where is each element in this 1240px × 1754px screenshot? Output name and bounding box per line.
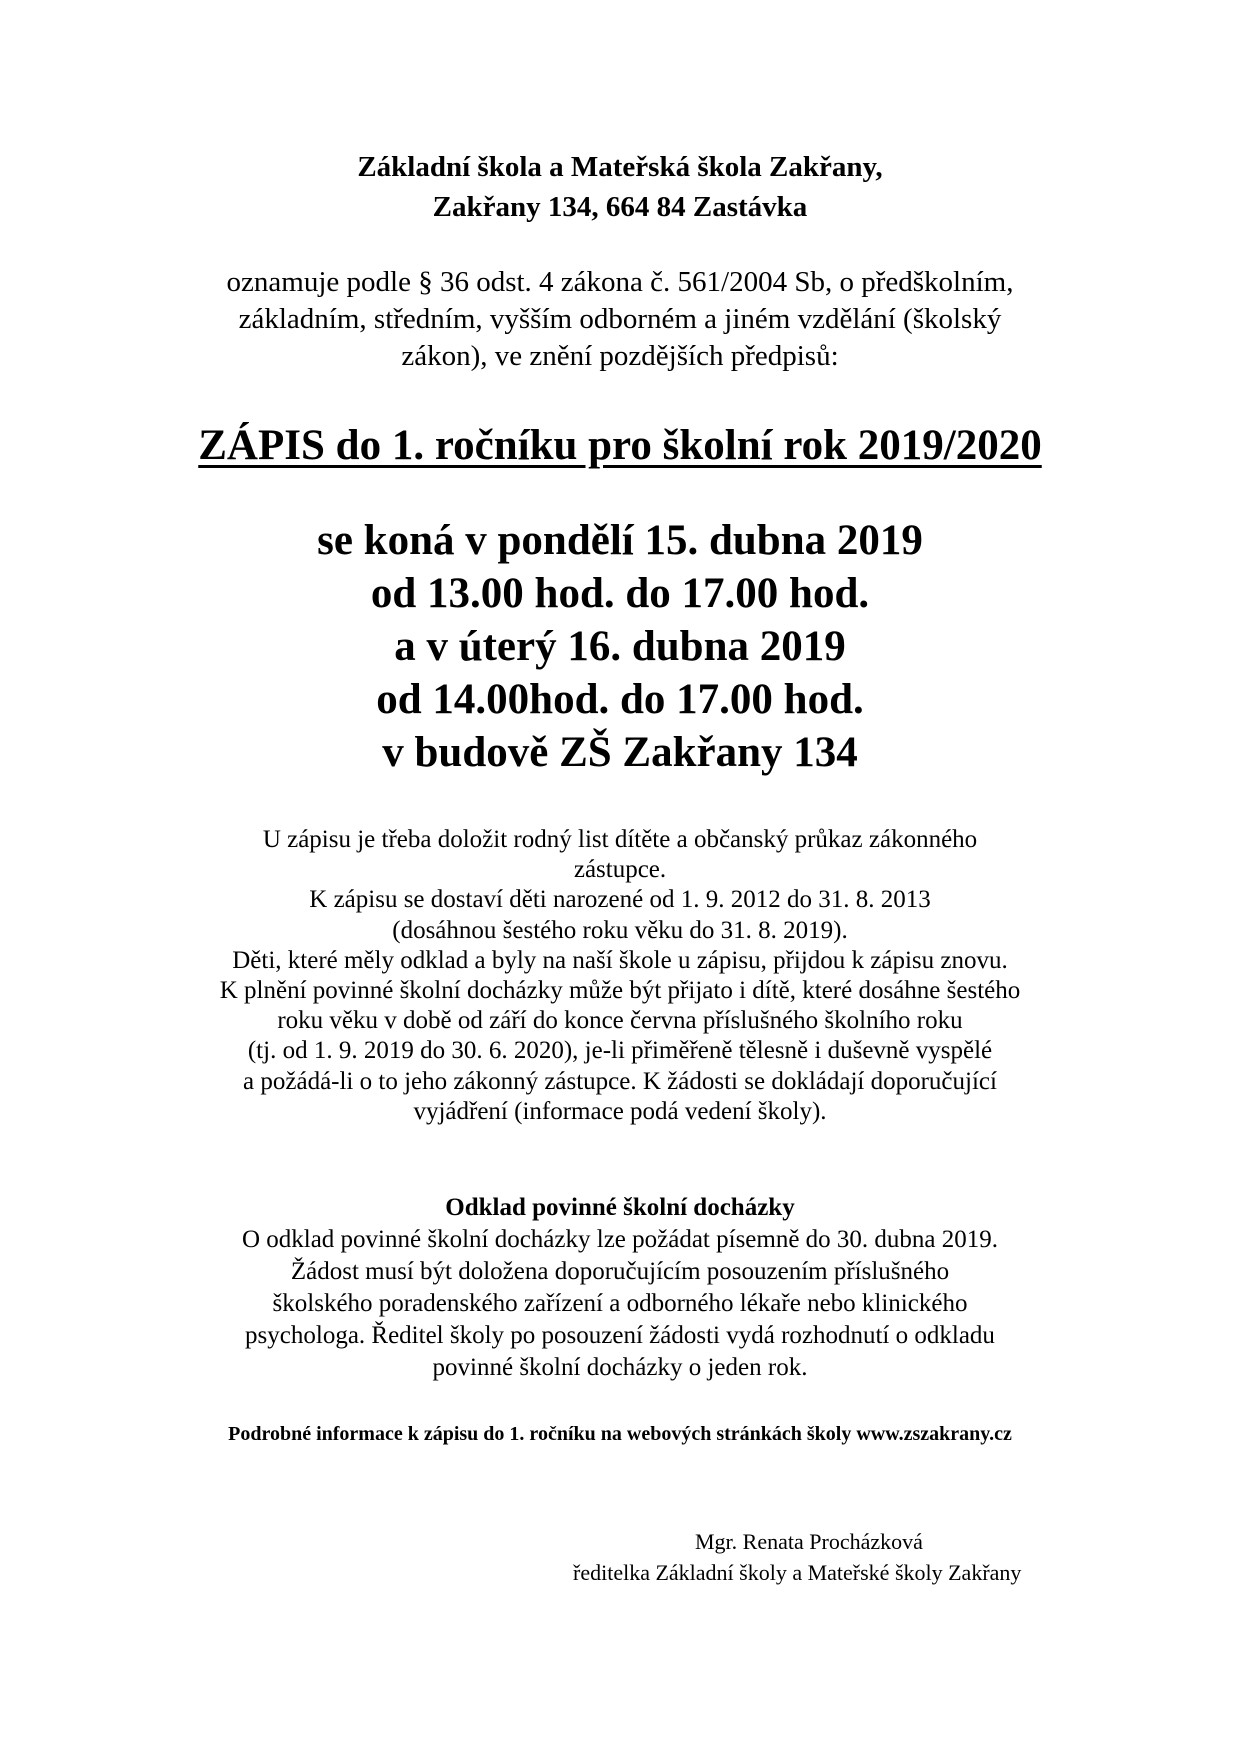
body-line: Děti, které měly odklad a byly na naší škole u zápisu, přijdou k zápisu znovu.	[232, 946, 1008, 974]
school-header	[0, 147, 1240, 227]
odklad-line: psychologa. Ředitel školy po posouzení žádosti vydá rozhodnutí o odkladu	[245, 1322, 995, 1349]
body-line: (dosáhnou šestého roku věku do 31. 8. 2019).	[392, 916, 848, 944]
requirements-paragraph	[0, 825, 1240, 1127]
body-line: zástupce.	[573, 856, 667, 884]
school-address: Zakřany 134, 664 84 Zastávka	[432, 191, 808, 223]
website-note-text: Podrobné informace k zápisu do 1. ročníku na webových stránkách školy www.zszakrany.cz	[228, 1423, 1012, 1445]
body-line: roku věku v době od září do konce června příslušného školního roku	[277, 1007, 963, 1035]
signatory-name: Mgr. Renata Procházková	[695, 1529, 923, 1554]
odklad-line: školského poradenského zařízení a odborného lékaře nebo klinického	[272, 1290, 968, 1317]
odklad-line: O odklad povinné školní docházky lze požádat písemně do 30. dubna 2019.	[241, 1226, 999, 1253]
body-line: vyjádření (informace podá vedení školy).	[413, 1097, 827, 1125]
website-note	[0, 1421, 1240, 1447]
intro-paragraph	[0, 264, 1240, 375]
schedule-location: v budově ZŠ Zakřany 134	[382, 729, 858, 776]
odklad-title: Odklad povinné školní docházky	[445, 1194, 795, 1221]
odklad-line: povinné školní docházky o jeden rok.	[432, 1354, 808, 1381]
intro-line: základním, středním, vyšším odborném a jiném vzdělání (školský	[238, 303, 1002, 335]
schedule-day-2: a v úterý 16. dubna 2019	[394, 623, 846, 670]
schedule-day-1: se koná v pondělí 15. dubna 2019	[317, 517, 923, 564]
schedule-block	[0, 514, 1240, 779]
body-line: U zápisu je třeba doložit rodný list dítěte a občanský průkaz zákonného	[262, 826, 978, 853]
school-name: Základní škola a Mateřská škola Zakřany,	[357, 151, 883, 183]
signatory-role: ředitelka Základní školy a Mateřské školy Zakřany	[573, 1560, 1022, 1585]
schedule-time-2: od 14.00hod. do 17.00 hod.	[376, 676, 864, 723]
odklad-section	[0, 1192, 1240, 1384]
body-line: K plnění povinné školní docházky může být přijato i dítě, které dosáhne šestého	[219, 977, 1021, 1005]
body-line: K zápisu se dostaví děti narozené od 1. 9. 2012 do 31. 8. 2013	[309, 886, 931, 914]
intro-line: zákon), ve znění pozdějších předpisů:	[401, 340, 839, 372]
zapis-heading	[0, 418, 1240, 474]
body-line: (tj. od 1. 9. 2019 do 30. 6. 2020), je-li přiměřeně tělesně i duševně vyspělé	[247, 1037, 993, 1065]
schedule-time-1: od 13.00 hod. do 17.00 hod.	[370, 570, 870, 617]
odklad-line: Žádost musí být doložena doporučujícím posouzením příslušného	[290, 1258, 950, 1285]
body-line: a požádá-li o to jeho zákonný zástupce. K žádosti se dokládají doporučující	[243, 1067, 997, 1095]
intro-line: oznamuje podle § 36 odst. 4 zákona č. 561/2004 Sb, o předškolním,	[226, 266, 1014, 298]
zapis-title: ZÁPIS do 1. ročníku pro školní rok 2019/2020	[198, 422, 1042, 469]
